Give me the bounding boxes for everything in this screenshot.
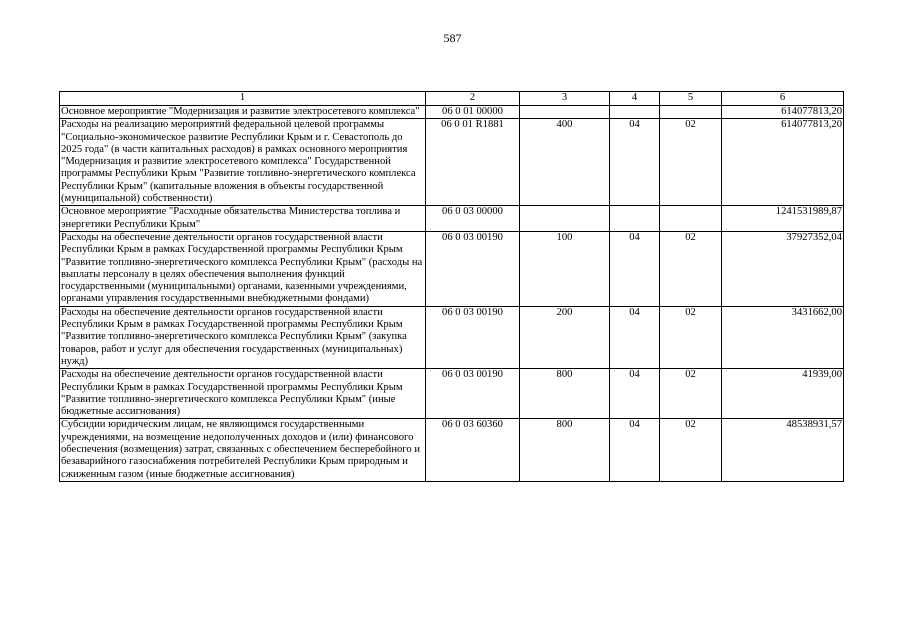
header-col-2: 2: [426, 92, 520, 106]
row-amount: 41939,00: [722, 369, 844, 419]
row-subsection: 02: [660, 119, 722, 206]
row-target-code: 06 0 03 00190: [426, 231, 520, 306]
row-amount: 37927352,04: [722, 231, 844, 306]
row-description: Субсидии юридическим лицам, не являющимся государственными учреждениями, на возмещение недополученных доходов и (или) финансового обеспечения (возмещения) затрат, связанных с обеспечением бесперебойного и безаварийного газоснабжения потребителей Республики Крым природным и сжиженным газом (иные бюджетные ассигнования): [60, 419, 426, 481]
table-row: [60, 206, 844, 232]
row-description: Расходы на реализацию мероприятий федеральной целевой программы "Социально-экономическое развитие Республики Крым и г. Севастополь до 2025 года" (в части капитальных расходов) в рамках основного мероприятия "Модернизация и развитие электросетевого комплекса" Государственной программы Республики Крым "Развитие топливно-энергетического комплекса Республики Крым" (капитальные вложения в объекты государственной (муниципальной) собственности): [60, 119, 426, 206]
row-amount: 48538931,57: [722, 419, 844, 481]
table-row: [60, 106, 844, 119]
row-description: Расходы на обеспечение деятельности органов государственной власти Республики Крым в рамках Государственной программы Республики Крым "Развитие топливно-энергетического комплекса Республики Крым" (закупка товаров, работ и услуг для обеспечения государственных (муниципальных) нужд): [60, 306, 426, 368]
row-amount: 3431662,00: [722, 306, 844, 368]
row-section: 04: [610, 306, 660, 368]
header-row: [60, 92, 844, 106]
header-col-6: 6: [722, 92, 844, 106]
table-row: [60, 231, 844, 306]
row-section: 04: [610, 119, 660, 206]
table-row: [60, 369, 844, 419]
row-expense-type: [520, 106, 610, 119]
row-expense-type: 800: [520, 369, 610, 419]
table-body: [60, 106, 844, 482]
row-target-code: 06 0 03 60360: [426, 419, 520, 481]
row-expense-type: 100: [520, 231, 610, 306]
row-expense-type: 200: [520, 306, 610, 368]
table-row: [60, 119, 844, 206]
row-target-code: 06 0 03 00190: [426, 306, 520, 368]
row-subsection: [660, 206, 722, 232]
row-section: [610, 206, 660, 232]
budget-table: [59, 91, 844, 482]
row-target-code: 06 0 03 00000: [426, 206, 520, 232]
row-description: Основное мероприятие "Модернизация и развитие электросетевого комплекса": [60, 106, 426, 119]
header-col-3: 3: [520, 92, 610, 106]
row-section: 04: [610, 419, 660, 481]
row-subsection: 02: [660, 306, 722, 368]
row-target-code: 06 0 03 00190: [426, 369, 520, 419]
row-subsection: 02: [660, 419, 722, 481]
table-row: [60, 306, 844, 368]
row-description: Расходы на обеспечение деятельности органов государственной власти Республики Крым в рамках Государственной программы Республики Крым "Развитие топливно-энергетического комплекса Республики Крым" (расходы на выплаты персоналу в целях обеспечения выполнения функций государственными (муниципальными) органами, казенными учреждениями, органами управления государственными внебюджетными фондами): [60, 231, 426, 306]
row-section: [610, 106, 660, 119]
row-description: Основное мероприятие "Расходные обязательства Министерства топлива и энергетики Республики Крым": [60, 206, 426, 232]
row-target-code: 06 0 01 00000: [426, 106, 520, 119]
table-row: [60, 419, 844, 481]
row-expense-type: 800: [520, 419, 610, 481]
row-expense-type: [520, 206, 610, 232]
row-section: 04: [610, 369, 660, 419]
page-number: 587: [443, 31, 462, 45]
row-subsection: [660, 106, 722, 119]
row-section: 04: [610, 231, 660, 306]
header-col-5: 5: [660, 92, 722, 106]
row-amount: 1241531989,87: [722, 206, 844, 232]
header-col-1: 1: [60, 92, 426, 106]
row-amount: 614077813,20: [722, 106, 844, 119]
row-description: Расходы на обеспечение деятельности органов государственной власти Республики Крым в рамках Государственной программы Республики Крым "Развитие топливно-энергетического комплекса Республики Крым" (иные бюджетные ассигнования): [60, 369, 426, 419]
table-header: [60, 92, 844, 106]
header-col-4: 4: [610, 92, 660, 106]
row-amount: 614077813,20: [722, 119, 844, 206]
row-subsection: 02: [660, 231, 722, 306]
row-target-code: 06 0 01 R1881: [426, 119, 520, 206]
row-subsection: 02: [660, 369, 722, 419]
row-expense-type: 400: [520, 119, 610, 206]
